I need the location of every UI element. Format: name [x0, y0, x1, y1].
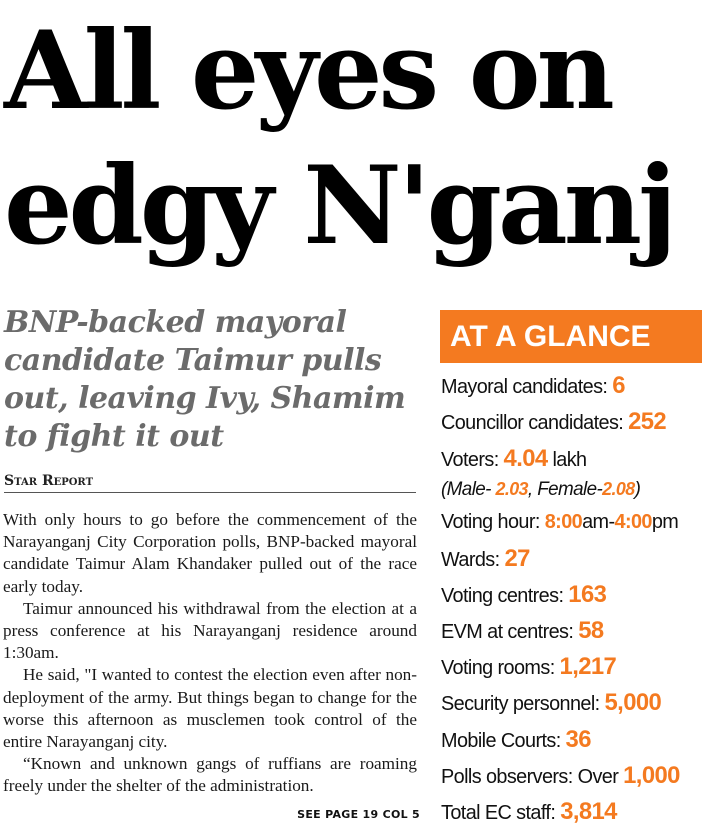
stat-value: 163 [568, 580, 607, 608]
stat-label: Security personnel: [441, 693, 605, 716]
stat-value: 58 [578, 616, 604, 644]
stat-voters [441, 444, 705, 474]
continuation-jump-link[interactable]: SEE PAGE 19 COL 5 [297, 808, 420, 821]
female-voters-value: 2.08 [602, 479, 635, 500]
split-close: ) [634, 479, 641, 501]
paragraph: Taimur announced his withdrawal from the election at a press conference at his Narayanganj residence around 1:30am. [3, 598, 417, 663]
stat-total-ec-staff [441, 794, 705, 830]
stat-polls-observers [441, 758, 705, 794]
stat-voters-split [441, 474, 705, 504]
stat-value: 27 [504, 544, 530, 572]
stat-value: 252 [628, 408, 667, 436]
stat-mobile-courts [441, 722, 705, 758]
stat-label: Voting rooms: [441, 657, 560, 680]
glance-stats [441, 368, 707, 830]
stat-label: Voters: [441, 449, 504, 472]
article-body [3, 509, 417, 798]
paragraph: “Known and unknown gangs of ruffians are roaming freely under the shelter of the administration. [3, 754, 417, 796]
stat-label: Councillor candidates: [441, 412, 629, 435]
stat-voting-rooms [441, 649, 705, 685]
stat-label: Voting centres: [441, 584, 569, 607]
headline [4, 4, 704, 274]
stat-unit: lakh [547, 449, 587, 472]
split-mid: , Female- [527, 479, 603, 501]
subheadline: BNP-backed mayoral candidate Taimur pulls out, leaving Ivy, Shamim to fight it out [4, 305, 406, 454]
stat-voting-centres [441, 577, 705, 613]
stat-value: 1,000 [623, 761, 680, 789]
stat-value: 3,814 [560, 797, 617, 825]
stat-value: 4.04 [503, 445, 548, 473]
stat-wards [441, 541, 705, 577]
stat-mayoral-candidates [441, 368, 705, 404]
stat-value: 1,217 [559, 653, 617, 681]
stat-voting-hour [441, 504, 705, 540]
headline-line-2: edgy N'ganj [4, 143, 674, 269]
stat-label: EVM at centres: [441, 620, 579, 643]
stat-councillor-candidates [441, 404, 705, 440]
glance-box-title: AT A GLANCE [440, 310, 702, 363]
stat-label: Mayoral candidates: [441, 376, 613, 398]
male-voters-value: 2.03 [495, 479, 528, 500]
byline: Star Report [4, 473, 416, 493]
stat-evm-at-centres [441, 613, 705, 649]
end-unit: pm [651, 511, 679, 534]
start-time: 8:00 [544, 511, 583, 534]
paragraph: He said, "I wanted to contest the election even after non-deployment of the army. But things began to change for the worse this afternoon as musclemen took control of the entire Narayanganj city. [3, 665, 417, 752]
start-unit: am- [582, 511, 615, 534]
stat-label: Wards: [441, 548, 505, 571]
stat-value: 36 [565, 725, 591, 753]
stat-value: 5,000 [604, 689, 662, 717]
end-time: 4:00 [614, 511, 652, 534]
headline-line-1: All eyes on [4, 8, 611, 134]
paragraph: With only hours to go before the commencement of the Narayanganj City Corporation polls, BNP-backed mayoral candidate Taimur Alam Khandaker pulled out of the race early today. [3, 510, 417, 596]
stat-label: Total EC staff: [441, 801, 561, 824]
split-open: (Male- [441, 479, 496, 501]
stat-label: Mobile Courts: [441, 729, 566, 752]
stat-label: Voting hour: [441, 511, 545, 534]
stat-value: 6 [612, 372, 625, 399]
stat-label: Polls observers: Over [441, 765, 624, 788]
stat-security-personnel [441, 685, 705, 721]
